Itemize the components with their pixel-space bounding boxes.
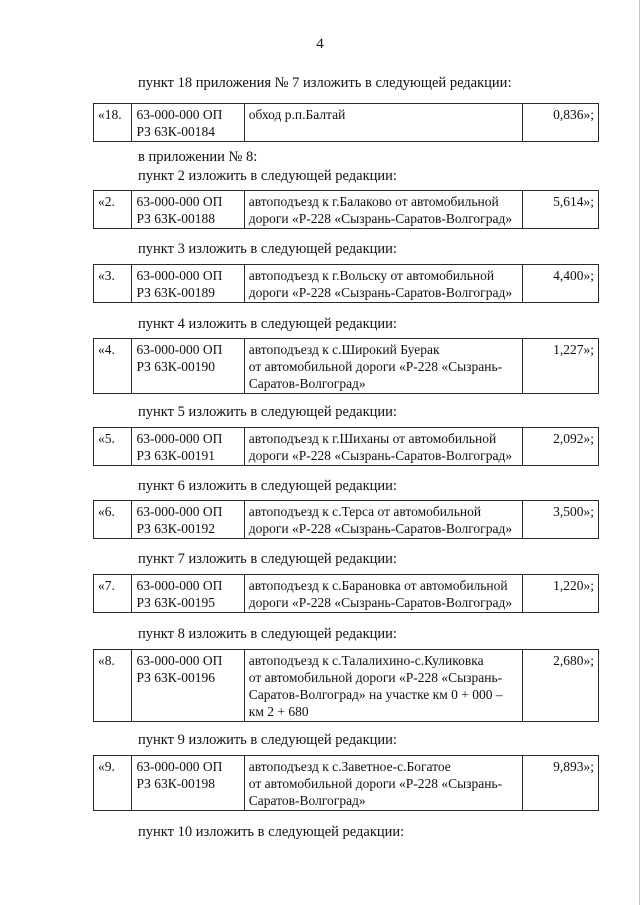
amendment-instruction <box>138 731 397 750</box>
road-length-cell: 4,400»; <box>523 265 599 303</box>
road-name-cell <box>244 191 522 229</box>
amendment-instruction <box>138 477 397 496</box>
road-entry-row <box>94 265 599 303</box>
road-id-line: 63-000-000 ОП <box>136 194 223 209</box>
road-name-line: автоподъезд к с.Терса от автомобильной <box>248 504 482 519</box>
road-name-cell <box>244 339 522 394</box>
amendment-instruction <box>138 823 404 842</box>
road-id-line: РЗ 63К-00198 <box>136 776 216 791</box>
road-entry-table <box>93 500 599 539</box>
amendment-instruction <box>138 550 397 569</box>
road-name-line: от автомобильной дороги «Р-228 «Сызрань- <box>248 776 503 791</box>
road-name-line: дороги «Р-228 «Сызрань-Саратов-Волгоград» <box>248 595 513 610</box>
road-id-line: РЗ 63К-00190 <box>136 359 216 374</box>
road-entry-table <box>93 190 599 229</box>
road-name-line: обход р.п.Балтай <box>248 107 346 122</box>
entry-number-cell: «8. <box>94 650 132 722</box>
road-id-line: РЗ 63К-00192 <box>136 521 216 536</box>
amendment-instruction <box>138 74 511 93</box>
road-entry-row <box>94 428 599 466</box>
road-name-cell <box>244 428 522 466</box>
road-name-cell <box>244 265 522 303</box>
road-length-cell: 1,227»; <box>523 339 599 394</box>
road-id-line: РЗ 63К-00188 <box>136 211 216 226</box>
road-entry-table <box>93 574 599 613</box>
road-id-line: 63-000-000 ОП <box>136 107 223 122</box>
road-id-line: РЗ 63К-00195 <box>136 595 216 610</box>
instruction-line: пункт 10 изложить в следующей редакции: <box>138 824 405 840</box>
road-id-line: 63-000-000 ОП <box>136 504 223 519</box>
instruction-line: пункт 8 изложить в следующей редакции: <box>138 626 397 642</box>
entry-number-cell: «6. <box>94 501 132 539</box>
road-id-cell <box>132 104 244 142</box>
entry-number-cell: «7. <box>94 575 132 613</box>
entry-number-cell: «4. <box>94 339 132 394</box>
road-id-line: РЗ 63К-00189 <box>136 285 216 300</box>
road-name-line: дороги «Р-228 «Сызрань-Саратов-Волгоград» <box>248 285 513 300</box>
road-name-line: Саратов-Волгоград» <box>248 793 366 808</box>
road-name-cell <box>244 650 522 722</box>
amendment-instruction <box>138 403 397 422</box>
road-id-cell <box>132 265 244 303</box>
road-id-line: 63-000-000 ОП <box>136 342 223 357</box>
road-id-line: 63-000-000 ОП <box>136 431 223 446</box>
road-id-cell <box>132 650 244 722</box>
entry-number-cell: «2. <box>94 191 132 229</box>
road-entry-row <box>94 575 599 613</box>
page-number: 4 <box>316 36 324 52</box>
entry-number-cell: «3. <box>94 265 132 303</box>
road-id-cell <box>132 339 244 394</box>
road-entry-table <box>93 338 599 394</box>
road-name-line: Саратов-Волгоград» <box>248 376 366 391</box>
road-name-cell <box>244 104 522 142</box>
road-id-line: 63-000-000 ОП <box>136 578 223 593</box>
instruction-line: пункт 3 изложить в следующей редакции: <box>138 241 397 257</box>
road-name-cell <box>244 501 522 539</box>
instruction-line: пункт 9 изложить в следующей редакции: <box>138 732 397 748</box>
road-id-line: РЗ 63К-00191 <box>136 448 216 463</box>
road-name-line: дороги «Р-228 «Сызрань-Саратов-Волгоград» <box>248 521 513 536</box>
road-id-line: 63-000-000 ОП <box>136 759 223 774</box>
road-entry-table <box>93 649 599 722</box>
instruction-line: пункт 7 изложить в следующей редакции: <box>138 551 397 567</box>
road-entry-table <box>93 427 599 466</box>
instruction-line: пункт 2 изложить в следующей редакции: <box>138 168 397 184</box>
road-name-line: автоподъезд к г.Балаково от автомобильной <box>248 194 499 209</box>
road-name-line: дороги «Р-228 «Сызрань-Саратов-Волгоград» <box>248 211 513 226</box>
entry-number-cell: «5. <box>94 428 132 466</box>
road-name-line: дороги «Р-228 «Сызрань-Саратов-Волгоград» <box>248 448 513 463</box>
entry-number-cell: «9. <box>94 756 132 811</box>
road-entry-row <box>94 339 599 394</box>
instruction-line: в приложении № 8: <box>138 149 258 165</box>
road-id-line: РЗ 63К-00184 <box>136 124 216 139</box>
road-name-line: от автомобильной дороги «Р-228 «Сызрань- <box>248 670 503 685</box>
road-name-line: автоподъезд к с.Широкий Буерак <box>248 342 440 357</box>
road-entry-row <box>94 191 599 229</box>
amendment-instruction <box>138 315 397 334</box>
road-entry-row <box>94 650 599 722</box>
road-name-line: автоподъезд к с.Барановка от автомобильной <box>248 578 508 593</box>
road-length-cell: 5,614»; <box>523 191 599 229</box>
road-id-line: 63-000-000 ОП <box>136 268 223 283</box>
road-id-line: 63-000-000 ОП <box>136 653 223 668</box>
road-length-cell: 9,893»; <box>523 756 599 811</box>
road-id-line: РЗ 63К-00196 <box>136 670 216 685</box>
road-name-line: автоподъезд к с.Заветное-с.Богатое <box>248 759 451 774</box>
road-name-line: автоподъезд к с.Талалихино-с.Куликовка <box>248 653 484 668</box>
road-id-cell <box>132 501 244 539</box>
road-id-cell <box>132 428 244 466</box>
road-name-cell <box>244 575 522 613</box>
road-entry-row <box>94 501 599 539</box>
road-entry-table <box>93 755 599 811</box>
road-length-cell: 1,220»; <box>523 575 599 613</box>
road-id-cell <box>132 756 244 811</box>
road-entry-row <box>94 104 599 142</box>
entry-number-cell: «18. <box>94 104 132 142</box>
road-entry-table <box>93 264 599 303</box>
instruction-line: пункт 6 изложить в следующей редакции: <box>138 478 397 494</box>
instruction-line: пункт 5 изложить в следующей редакции: <box>138 404 397 420</box>
instruction-line: пункт 18 приложения № 7 изложить в следующей редакции: <box>138 75 512 91</box>
road-id-cell <box>132 575 244 613</box>
road-length-cell: 2,680»; <box>523 650 599 722</box>
road-name-line: Саратов-Волгоград» на участке км 0 + 000 – <box>248 687 503 702</box>
road-name-cell <box>244 756 522 811</box>
road-name-line: автоподъезд к г.Вольску от автомобильной <box>248 268 495 283</box>
road-name-line: автоподъезд к г.Шиханы от автомобильной <box>248 431 497 446</box>
amendment-instruction <box>138 625 397 644</box>
road-length-cell: 0,836»; <box>523 104 599 142</box>
road-length-cell: 3,500»; <box>523 501 599 539</box>
road-id-cell <box>132 191 244 229</box>
instruction-line: пункт 4 изложить в следующей редакции: <box>138 316 397 332</box>
amendment-instruction <box>138 148 397 186</box>
road-length-cell: 2,092»; <box>523 428 599 466</box>
amendment-instruction <box>138 240 397 259</box>
road-entry-row <box>94 756 599 811</box>
road-entry-table <box>93 103 599 142</box>
road-name-line: от автомобильной дороги «Р-228 «Сызрань- <box>248 359 503 374</box>
road-name-line: км 2 + 680 <box>248 704 309 719</box>
